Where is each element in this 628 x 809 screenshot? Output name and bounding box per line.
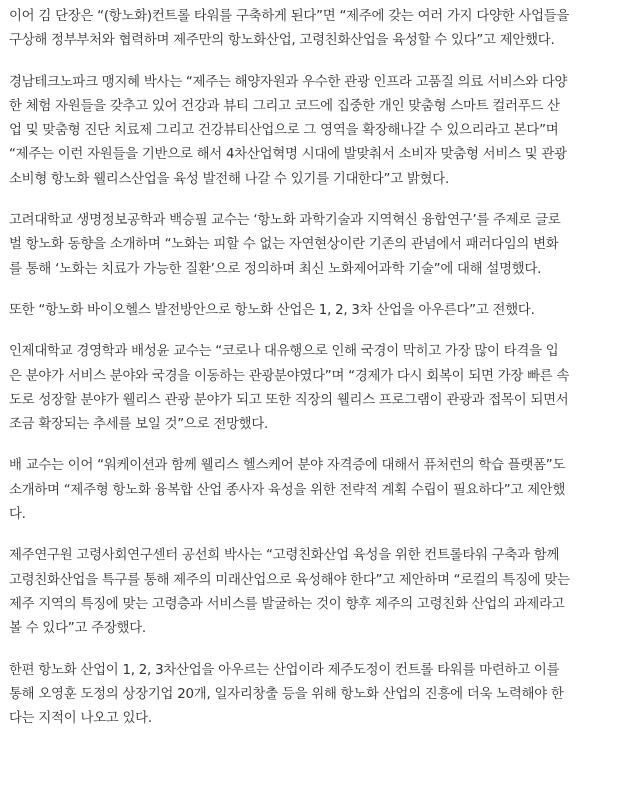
paragraph-line: 인제대학교 경영학과 배성윤 교수는 “코로나 대유행으로 인해 국경이 막히고 가장 많이 타격을 입 (9, 344, 559, 360)
paragraph-line: “제주는 이런 자원들을 기반으로 해서 4차산업혁명 시대에 발맞춰서 소비자 맞춤형 서비스 및 관광 (9, 147, 567, 163)
paragraph-5 (9, 340, 621, 437)
paragraph-line: 벌 항노화 동향을 소개하며 “노화는 피할 수 없는 자연현상이란 기존의 관념에서 패러다임의 변화 (9, 237, 559, 253)
paragraph-line: 또한 “항노화 바이오헬스 발전방안으로 항노화 산업은 1, 2, 3차 산업을 아우른다”고 전했다. (9, 302, 535, 318)
paragraph-line: 이어 김 단장은 “(항노화)컨트롤 타워를 구축하게 된다”면 “제주에 갖는 여러 가지 다양한 사업들을 (9, 9, 570, 24)
paragraph-line: 소개하며 “제주형 항노화 융복합 산업 종사자 육성을 위한 전략적 계획 수립이 필요하다”고 제안했 (9, 482, 566, 498)
paragraph-line: 업 및 맞춤형 진단 치료제 그리고 건강뷰티산업으로 그 영역을 확장해나갈 수 있으리라고 본다”며 (9, 123, 559, 139)
paragraph-line: 제주 지역의 특징에 맞는 고령층과 서비스를 발굴하는 것이 향후 제주의 고령친화 산업의 과제라고 (9, 596, 565, 612)
paragraph-line: 은 분야가 서비스 분야와 국경을 이동하는 관광분야였다”며 “경제가 다시 회복이 되면 가장 빠른 속 (9, 368, 570, 384)
paragraph-4 (9, 299, 621, 323)
paragraph-line: 한편 항노화 산업이 1, 2, 3차산업을 아우르는 산업이라 제주도정이 컨트롤 타워를 마련하고 이를 (9, 662, 560, 678)
paragraph-line: 조금 확장되는 추세를 보일 것”으로 전망했다. (9, 417, 269, 433)
paragraph-line: 배 교수는 이어 “워케이션과 함께 웰리스 헬스케어 분야 자격증에 대해서 퓨처런의 학습 플랫폼”도 (9, 458, 566, 474)
paragraph-8 (9, 659, 621, 732)
paragraph-line: 다. (9, 507, 26, 523)
paragraph-line: 한 체험 자원들을 갖추고 있어 건강과 뷰티 그리고 코드에 집중한 개인 맞춤형 스마트 컬러푸드 산 (9, 98, 560, 114)
paragraph-line: 볼 수 있다”고 주장했다. (9, 621, 146, 637)
paragraph-line: 고령친화산업을 특구를 통해 제주의 미래산업으로 육성해야 한다”고 제안하며 “로컬의 특징에 맞는 (9, 572, 570, 588)
paragraph-line: 고려대학교 생명정보공학과 백승필 교수는 ‘항노화 과학기술과 지역혁신 융합연구’를 주제로 글로 (9, 213, 561, 229)
paragraph-line: 다는 지적이 나오고 있다. (9, 711, 152, 727)
paragraph-line: 를 통해 ‘노화는 치료가 가능한 질환’으로 정의하며 최신 노화제어과학 기술”에 대해 설명했다. (9, 261, 542, 277)
paragraph-6 (9, 454, 621, 527)
paragraph-line: 제주연구원 고령사회연구센터 공선희 박사는 “고령친화산업 육성을 위한 컨트롤타워 구축과 함께 (9, 548, 560, 564)
paragraph-7 (9, 544, 621, 641)
paragraph-1 (9, 5, 621, 54)
paragraph-2 (9, 71, 621, 192)
paragraph-line: 소비형 항노화 웰리스산업을 육성 발전해 나갈 수 있기를 기대한다”고 밝혔다. (9, 171, 449, 187)
paragraph-line: 통해 오영훈 도정의 상장기업 20개, 일자리창출 등을 위해 항노화 산업의 진흥에 더욱 노력해야 한 (9, 686, 564, 702)
paragraph-line: 구상해 정부부처와 협력하며 제주만의 항노화산업, 고령친화산업을 육성할 수 있다”고 제안했다. (9, 33, 555, 49)
paragraph-line: 경남테크노파크 맹지혜 박사는 “제주는 해양자원과 우수한 관광 인프라 고품질 의료 서비스와 다양 (9, 74, 568, 90)
paragraph-line: 도로 성장할 분야가 웰리스 관광 분야가 되고 또한 직장의 웰리스 프로그램이 관광과 접목이 되면서 (9, 392, 569, 408)
paragraph-3 (9, 209, 621, 282)
